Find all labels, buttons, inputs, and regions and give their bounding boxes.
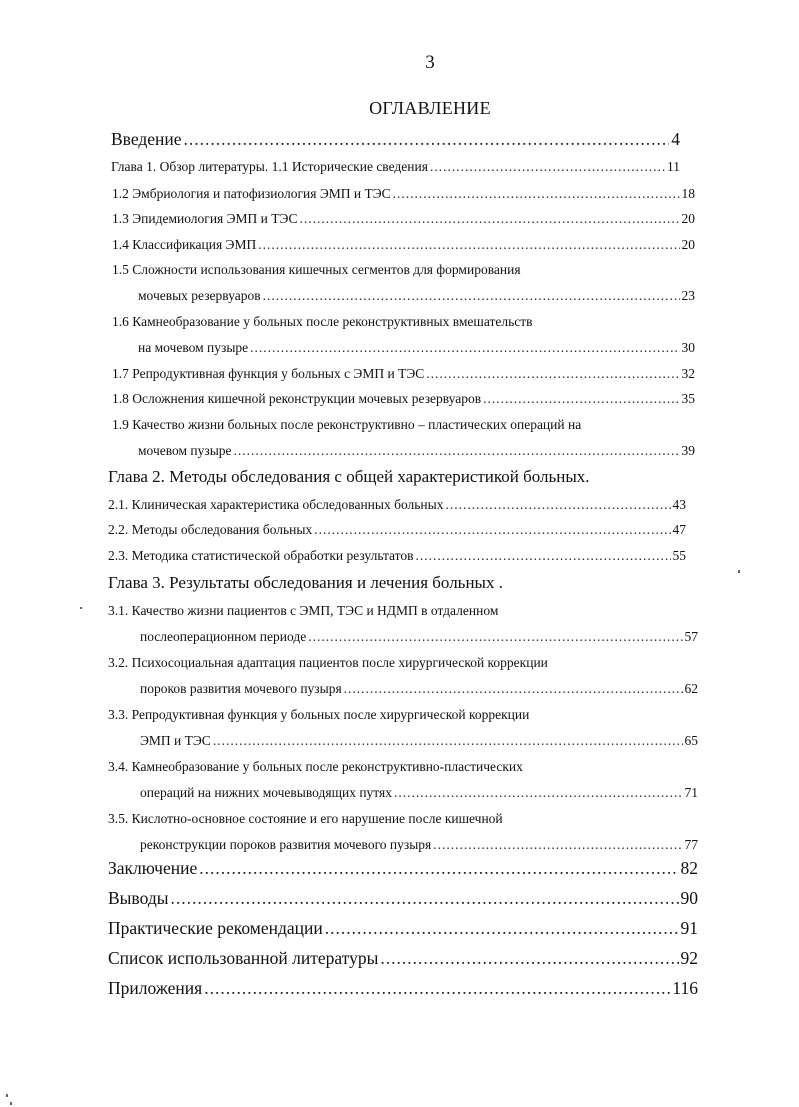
- toc-entry[interactable]: 3.3. Репродуктивная функция у больных после хирургической коррекции: [108, 707, 530, 722]
- scan-speck: [738, 570, 740, 573]
- leader-dots: [299, 211, 679, 227]
- leader-dots: [445, 497, 670, 513]
- leader-dots: [416, 548, 671, 564]
- toc-entry[interactable]: 1.7 Репродуктивная функция у больных с ЭМП и ТЭС ..... 32: [112, 366, 695, 382]
- page-ref: 30: [681, 340, 695, 355]
- page-ref: 82: [680, 858, 698, 878]
- toc-entry[interactable]: 1.6 Камнеобразование у больных после реконструктивных вмешательств: [112, 314, 533, 329]
- page-ref: 91: [680, 918, 698, 938]
- toc-entry[interactable]: мочевых резервуаров ..... 23: [138, 288, 695, 304]
- leader-dots: [380, 948, 678, 969]
- toc-entry-references[interactable]: Список использованной литературы ..... 92: [108, 948, 698, 969]
- toc-entry[interactable]: 1.3 Эпидемиология ЭМП и ТЭС ..... 20: [112, 211, 695, 227]
- toc-entry[interactable]: мочевом пузыре ..... 39: [138, 443, 695, 459]
- leader-dots: [314, 522, 670, 538]
- page-ref: 47: [672, 522, 686, 537]
- toc-entry[interactable]: 3.1. Качество жизни пациентов с ЭМП, ТЭС и НДМП в отдаленном: [108, 603, 499, 618]
- toc-entry[interactable]: 3.5. Кислотно-основное состояние и его нарушение после кишечной: [108, 811, 503, 826]
- page-ref: 62: [684, 681, 698, 696]
- toc-entry[interactable]: 1.9 Качество жизни больных после реконструктивно – пластических операций на: [112, 417, 582, 432]
- toc-entry[interactable]: операций на нижних мочевыводящих путях ..... 71: [140, 785, 698, 801]
- leader-dots: [483, 391, 679, 407]
- leader-dots: [308, 629, 682, 645]
- leader-dots: [430, 159, 665, 175]
- page-ref: 39: [681, 443, 695, 458]
- toc-title: ОГЛАВЛЕНИЕ: [369, 98, 491, 118]
- toc-entry-appendices[interactable]: Приложения ..... 116: [108, 978, 698, 999]
- scan-speck: [80, 607, 82, 609]
- page-ref: 55: [672, 548, 686, 563]
- toc-entry[interactable]: 1.8 Осложнения кишечной реконструкции мочевых резервуаров ..... 35: [112, 391, 695, 407]
- page-ref: 20: [681, 237, 695, 252]
- page-ref: 11: [667, 159, 680, 174]
- toc-entry[interactable]: 2.1. Клиническая характеристика обследованных больных ..... 43: [108, 497, 686, 513]
- leader-dots: [426, 366, 679, 382]
- page-ref: 77: [684, 837, 698, 852]
- leader-dots: [394, 785, 683, 801]
- page-ref: 32: [681, 366, 695, 381]
- page-ref: 23: [681, 288, 695, 303]
- page-ref: 43: [672, 497, 686, 512]
- toc-entry[interactable]: на мочевом пузыре ..... 30: [138, 340, 695, 356]
- toc-entry[interactable]: послеоперационном периоде ..... 57: [140, 629, 698, 645]
- leader-dots: [258, 237, 679, 253]
- page-number: 3: [425, 52, 435, 73]
- leader-dots: [325, 918, 679, 939]
- leader-dots: [199, 858, 678, 879]
- toc-entry-chapter-2[interactable]: Глава 2. Методы обследования с общей характеристикой больных.: [108, 467, 590, 486]
- page-ref: 4: [671, 129, 680, 149]
- toc-entry[interactable]: 2.3. Методика статистической обработки результатов ..... 55: [108, 548, 686, 564]
- toc-entry[interactable]: ЭМП и ТЭС ..... 65: [140, 733, 698, 749]
- toc-entry-chapter-1[interactable]: Глава 1. Обзор литературы. 1.1 Исторические сведения ..... 11: [111, 159, 680, 175]
- toc-entry[interactable]: 3.2. Психосоциальная адаптация пациентов после хирургической коррекции: [108, 655, 548, 670]
- toc-entry[interactable]: пороков развития мочевого пузыря ..... 62: [140, 681, 698, 697]
- toc-entry[interactable]: 1.5 Сложности использования кишечных сегментов для формирования: [112, 262, 521, 277]
- toc-entry-recommendations[interactable]: Практические рекомендации ..... 91: [108, 918, 698, 939]
- toc-entry-introduction[interactable]: Введение ..... 4: [111, 129, 680, 150]
- scan-speck: [6, 1094, 8, 1097]
- scan-speck: [10, 1102, 12, 1105]
- leader-dots: [250, 340, 679, 356]
- page-ref: 65: [684, 733, 698, 748]
- toc-entry[interactable]: реконструкции пороков развития мочевого пузыря ..... 77: [140, 837, 698, 853]
- toc-entry[interactable]: 3.4. Камнеобразование у больных после реконструктивно-пластических: [108, 759, 523, 774]
- toc-entry[interactable]: 1.4 Классификация ЭМП ..... 20: [112, 237, 695, 253]
- leader-dots: [433, 837, 682, 853]
- page-ref: 20: [681, 211, 695, 226]
- toc-entry-chapter-3[interactable]: Глава 3. Результаты обследования и лечения больных .: [108, 573, 503, 592]
- leader-dots: [213, 733, 683, 749]
- toc-entry-findings[interactable]: Выводы ..... 90: [108, 888, 698, 909]
- page-ref: 35: [681, 391, 695, 406]
- toc-entry[interactable]: 1.2 Эмбриология и патофизиология ЭМП и ТЭС ..... 18: [112, 186, 695, 202]
- page-ref: 57: [684, 629, 698, 644]
- leader-dots: [204, 978, 670, 999]
- leader-dots: [184, 129, 670, 150]
- toc-entry-conclusion[interactable]: Заключение ..... 82: [108, 858, 698, 879]
- toc-entry[interactable]: 2.2. Методы обследования больных ..... 47: [108, 522, 686, 538]
- page-ref: 116: [672, 978, 698, 998]
- leader-dots: [234, 443, 680, 459]
- leader-dots: [393, 186, 680, 202]
- page-ref: 71: [684, 785, 698, 800]
- leader-dots: [170, 888, 678, 909]
- page-ref: 90: [680, 888, 698, 908]
- leader-dots: [263, 288, 680, 304]
- page-ref: 18: [681, 186, 695, 201]
- page-ref: 92: [680, 948, 698, 968]
- leader-dots: [344, 681, 683, 697]
